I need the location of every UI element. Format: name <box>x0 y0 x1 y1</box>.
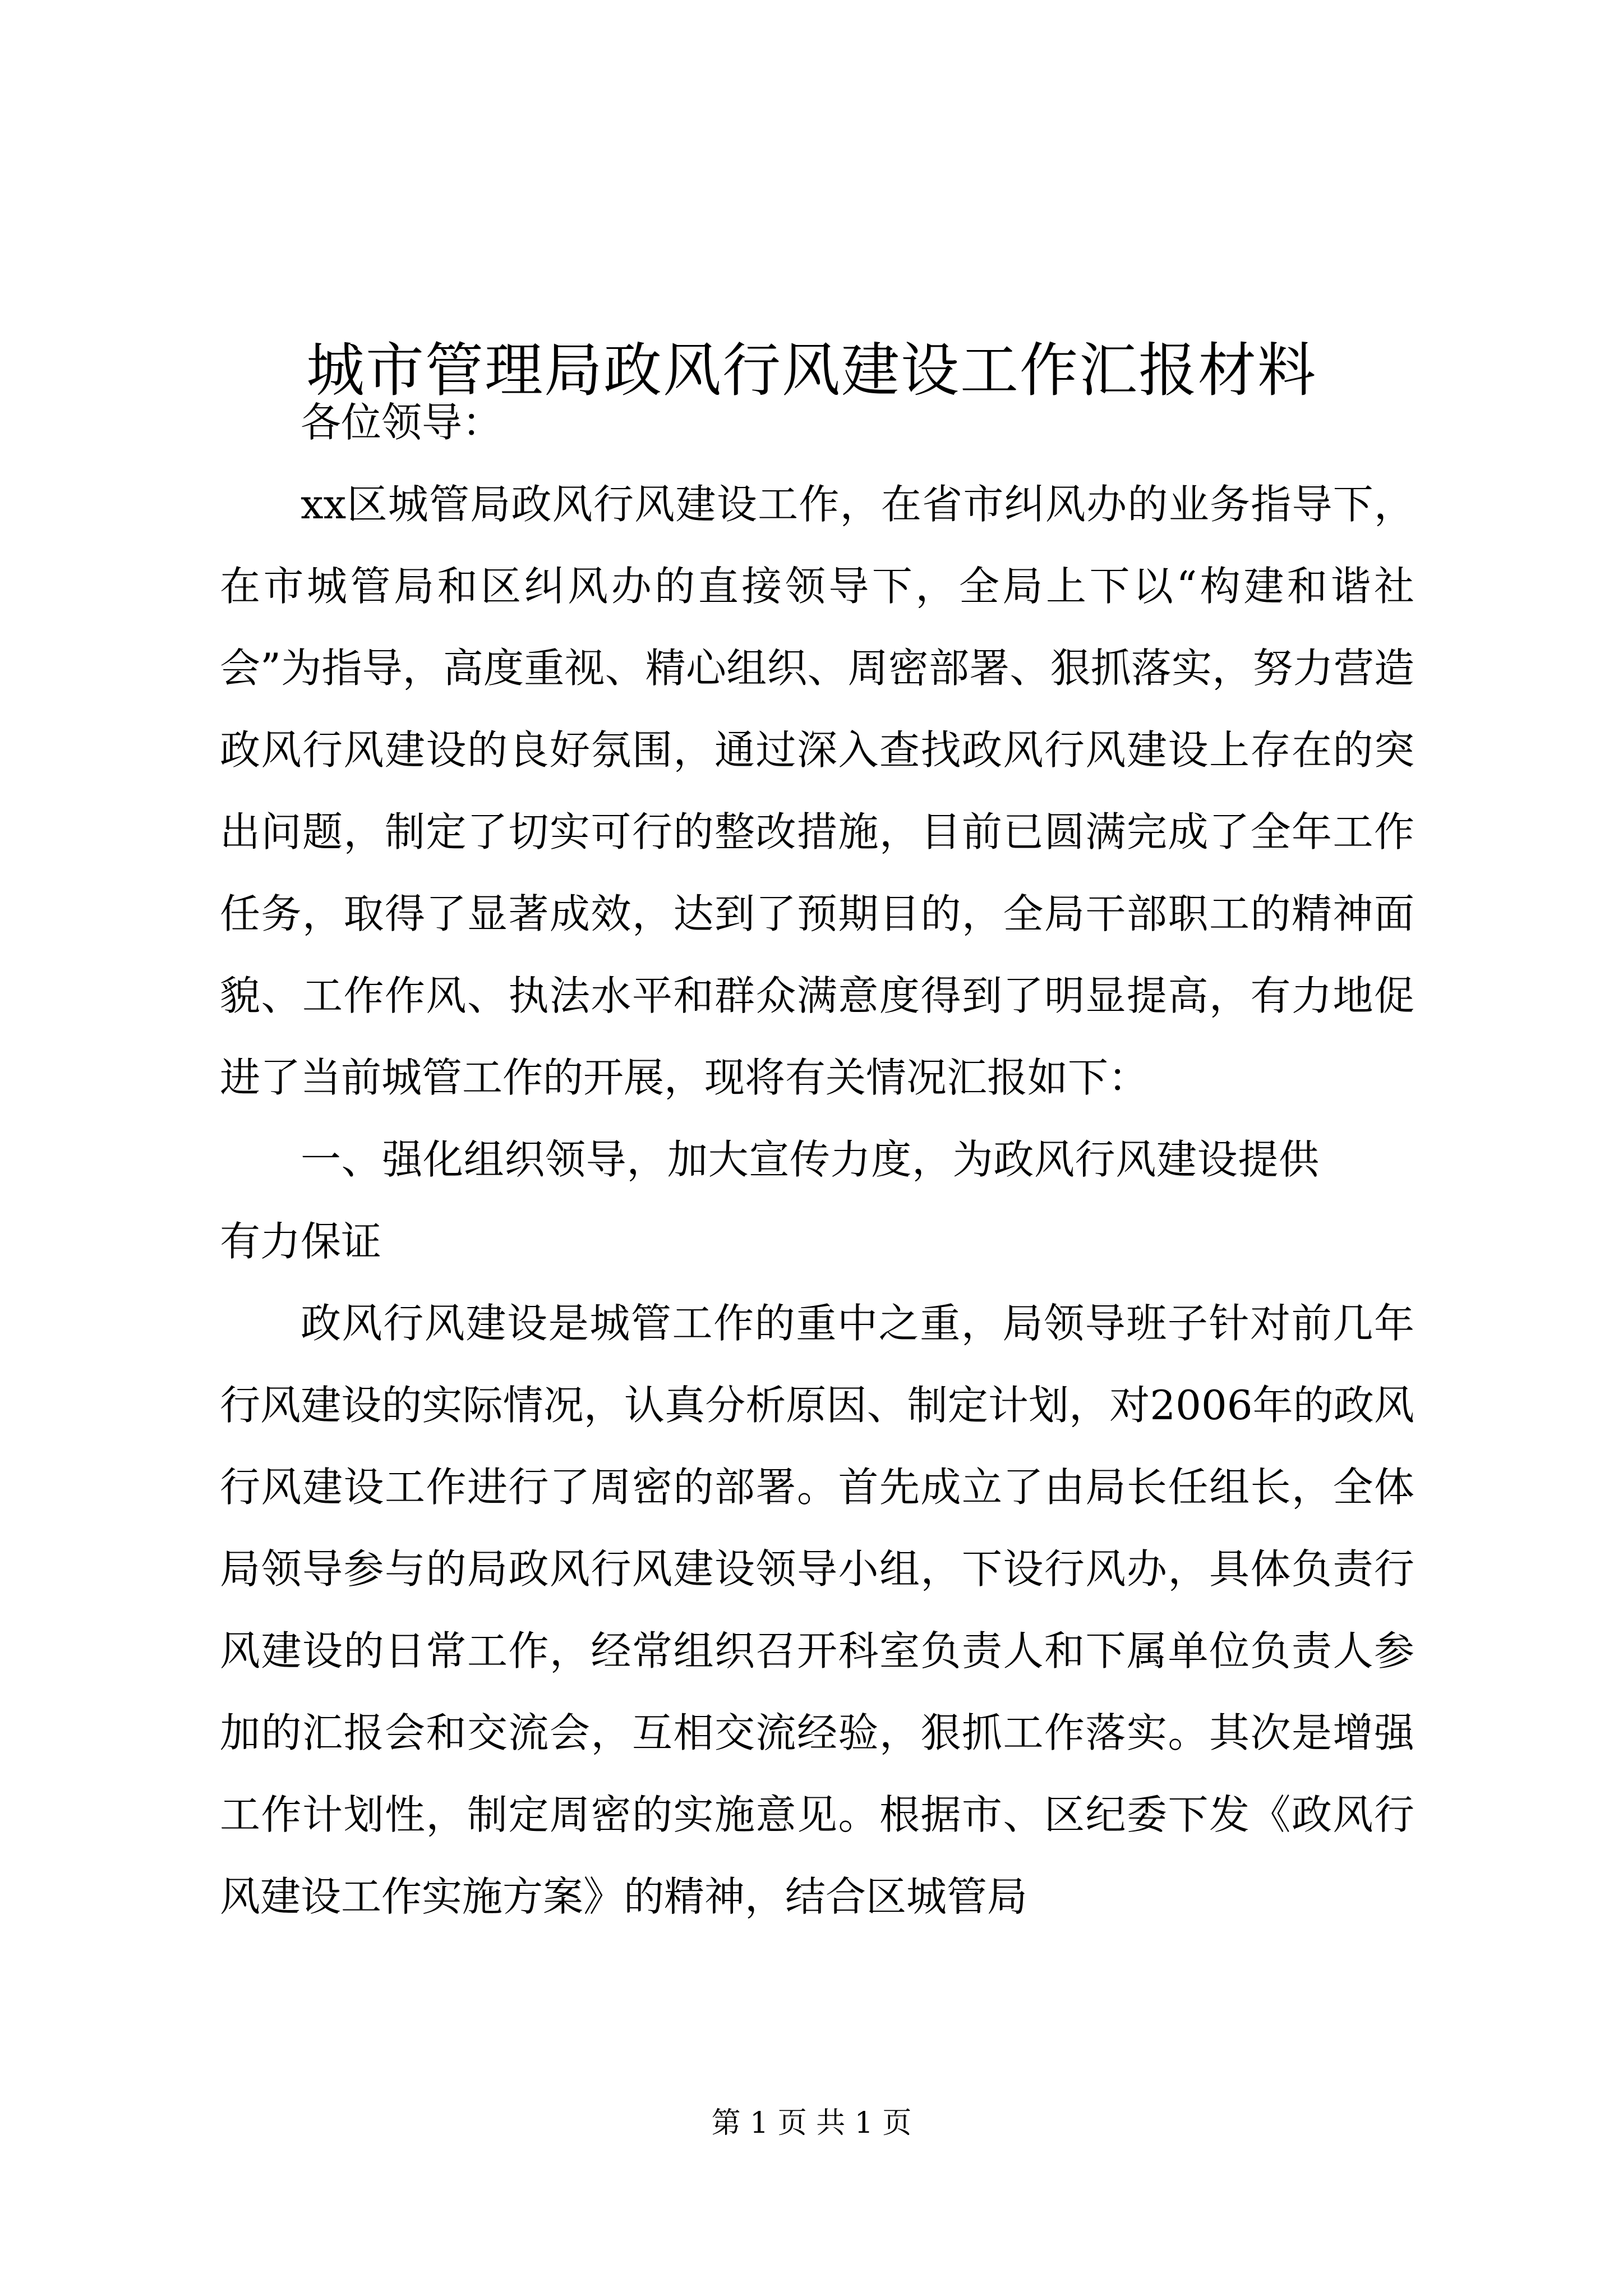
page-number: 第 1 页 共 1 页 <box>711 2106 912 2140</box>
document-title: 城市管理局政风行风建设工作汇报材料 <box>306 335 1317 404</box>
salutation: 各位领导： <box>301 399 503 446</box>
document-body <box>220 381 1414 1938</box>
paragraph-intro: xx区城管局政风行风建设工作，在省市纠风办的业务指导下，在市城管局和区纠风办的直接领导下，全局上下以“构建和谐社会”为指导，高度重视、精心组织、周密部署、狠抓落实，努力营造政风行风建设的良好氛围，通过深入查找政风行风建设上存在的突出问题，制定了切实可行的整改措施，目前已圆满完成了全年工作任务，取得了显著成效，达到了预期目的，全局干部职工的精神面貌、工作作风、执法水平和群众满意度得到了明显提高，有力地促进了当前城管工作的开展，现将有关情况汇报如下： <box>220 481 1414 1101</box>
section-heading: 一、强化组织领导，加大宣传力度，为政风行风建设提供有力保证 <box>220 1136 1319 1265</box>
paragraph-section-1: 政风行风建设是城管工作的重中之重，局领导班子针对前几年行风建设的实际情况，认真分析原因、制定计划，对2006年的政风行风建设工作进行了周密的部署。首先成立了由局长任组长，全体局领导参与的局政风行风建设领导小组，下设行风办，具体负责行风建设的日常工作，经常组织召开科室负责人和下属单位负责人参加的汇报会和交流会，互相交流经验，狠抓工作落实。其次是增强工作计划性，制定周密的实施意见。根据市、区纪委下发《政风行风建设工作实施方案》的精神，结合区城管局 <box>220 1300 1414 1920</box>
